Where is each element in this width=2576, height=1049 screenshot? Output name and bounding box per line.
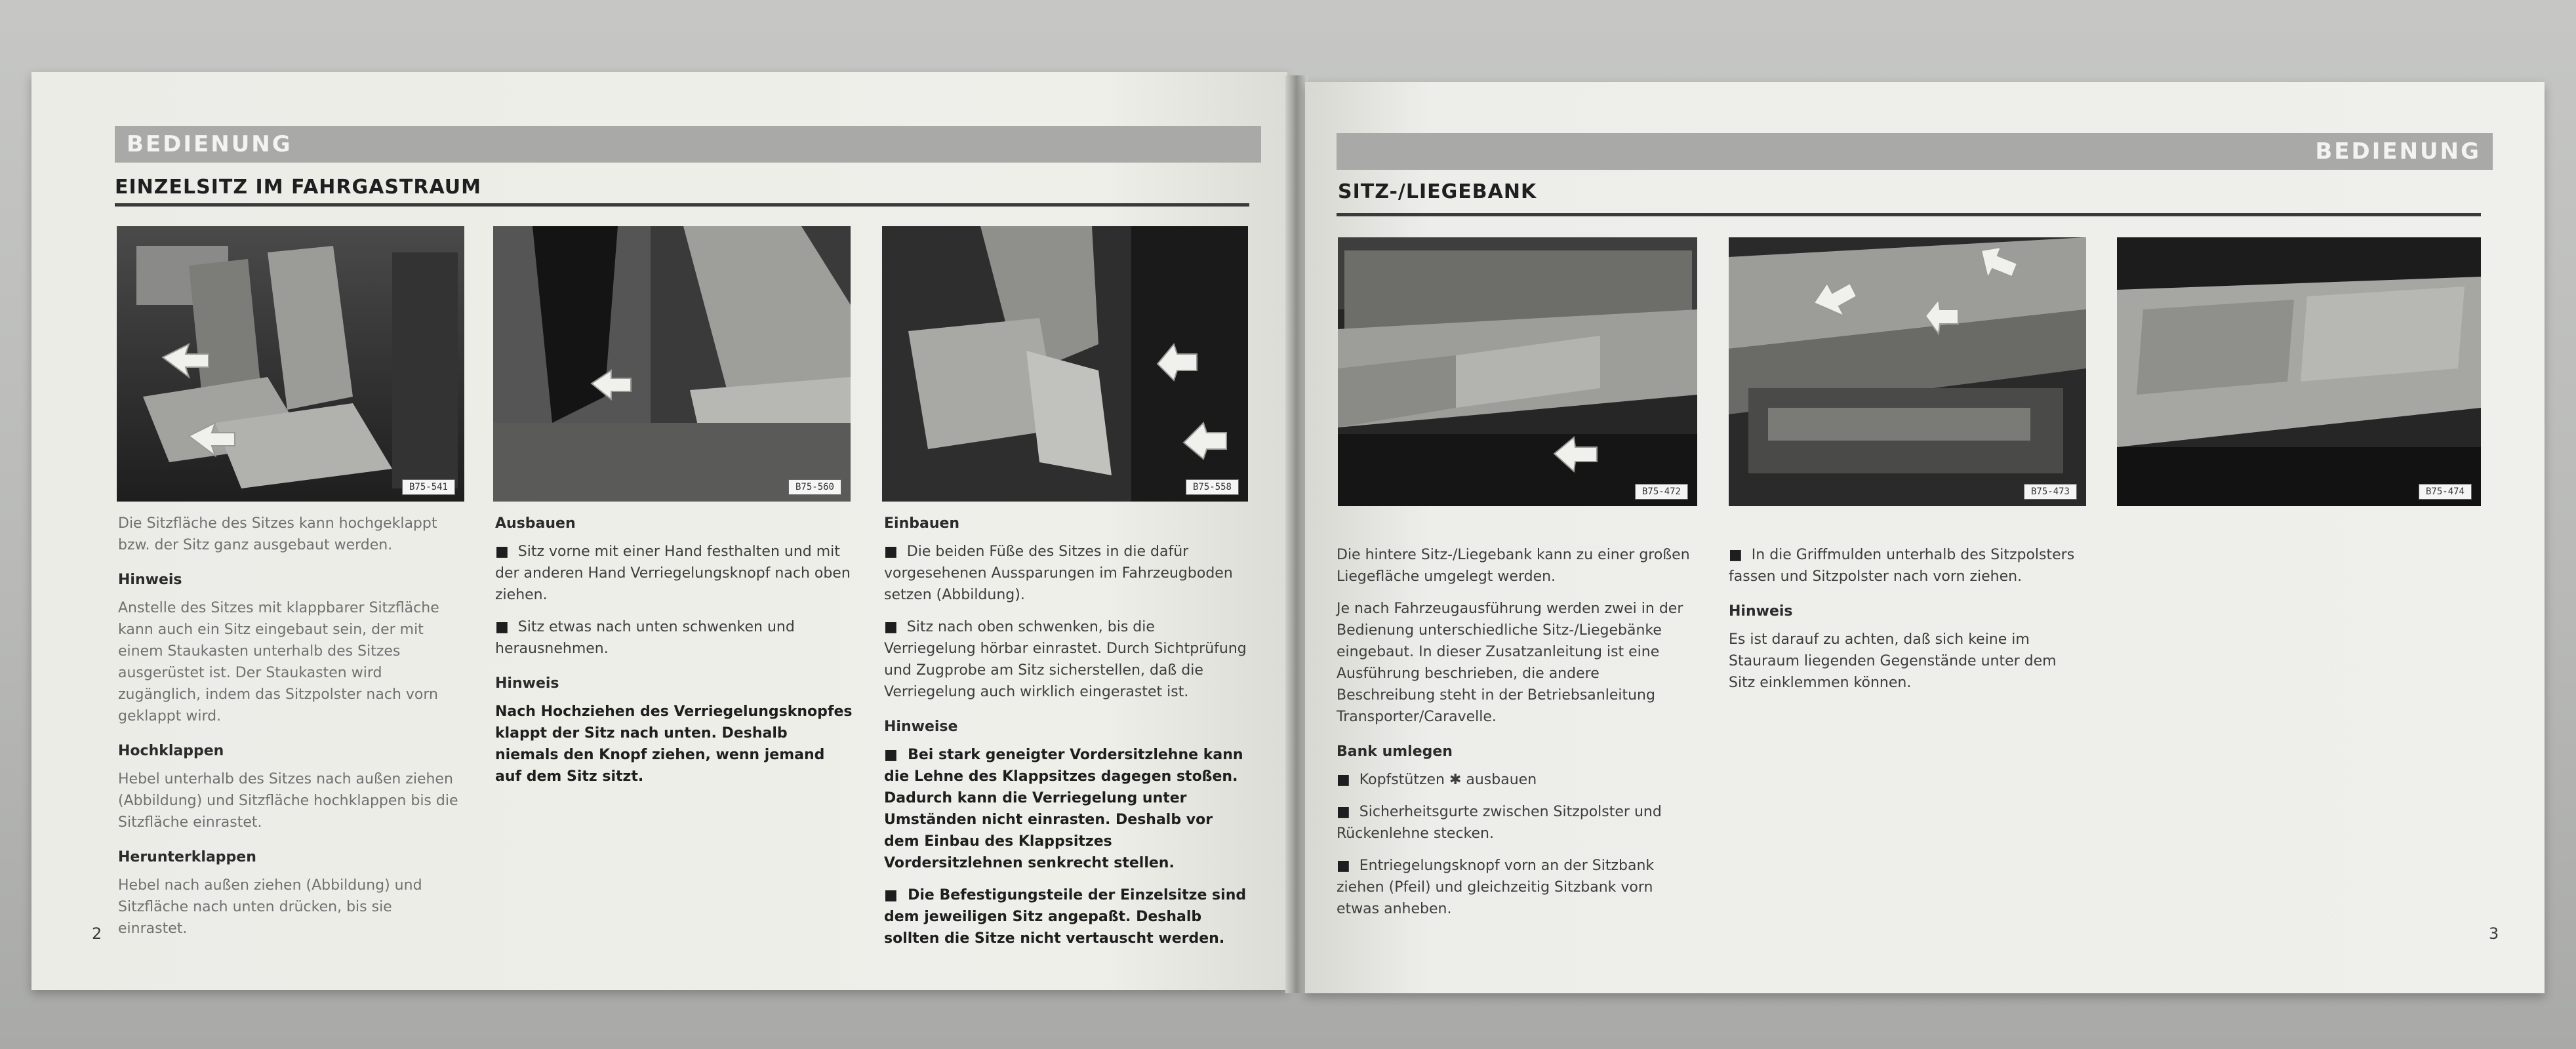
right-col-2 (1729, 544, 2086, 704)
left-col-3 (884, 513, 1248, 960)
photo-seat-removal-image (493, 226, 851, 502)
left-col-1 (118, 513, 466, 950)
photo-bench-bed (2117, 237, 2481, 506)
right-col1-bank-title: Bank umlegen (1337, 743, 1453, 760)
photo-code-2: B75-560 (788, 479, 841, 495)
right-col-1 (1337, 544, 1697, 930)
left-col3-hinweis-2: ■ Die Befestigungsteile der Einzelsitze sind dem jeweiligen Sitz angepaßt. Deshalb sollten die Sitze nicht vertauscht werden. (884, 884, 1248, 949)
left-col2-bullet-2: ■ Sitz etwas nach unten schwenken und herausnehmen. (495, 616, 853, 660)
left-col1-hinweis: Anstelle des Sitzes mit klappbarer Sitzfläche kann auch ein Sitz eingebaut sein, der mit einem Staukasten unterhalb des Sitzes ausgerüstet ist. Der Staukasten wird zugänglich, indem das Sitzpolster nach vorn geklappt wird. (118, 600, 439, 724)
right-col2-hinweis-title: Hinweis (1729, 603, 1793, 620)
photo-seat-lever-image (117, 226, 464, 502)
left-col1-hoch: Hebel unterhalb des Sitzes nach außen ziehen (Abbildung) und Sitzfläche hochklappen bis die Sitzfläche einrastet. (118, 771, 458, 831)
left-col-2 (495, 513, 853, 798)
photo-bench-folding (1729, 237, 2086, 506)
left-col3-hinweis-1: ■ Bei stark geneigter Vordersitzlehne kann die Lehne des Klappsitzes dagegen stoßen. Dadurch kann die Verriegelung unter Umständen nicht einrasten. Deshalb vor dem Einbau des Klappsitzes Vordersitzlehnen senkrecht stellen. (884, 744, 1248, 874)
left-col1-runter: Hebel nach außen ziehen (Abbildung) und Sitzfläche nach unten drücken, bis sie einrastet. (118, 877, 422, 937)
book-gutter (1285, 75, 1308, 993)
photo-code-1: B75-541 (402, 479, 455, 495)
right-band (1337, 133, 2493, 170)
photo-bench-bed-image (2117, 237, 2481, 506)
right-title-rule (1337, 213, 2481, 216)
photo-seat-install (882, 226, 1248, 502)
left-col1-intro: Die Sitzfläche des Sitzes kann hochgeklappt bzw. der Sitz ganz ausgebaut werden. (118, 515, 437, 553)
right-col1-intro: Die hintere Sitz-/Liegebank kann zu einer großen Liegefläche umgelegt werden. (1337, 547, 1690, 585)
left-col2-hinweis: Nach Hochziehen des Verriegelungsknopfes klappt der Sitz nach unten. Deshalb niemals den Knopf ziehen, wenn jemand auf dem Sitz sitzt. (495, 703, 853, 785)
left-col2-bullet-1: ■ Sitz vorne mit einer Hand festhalten und mit der anderen Hand Verriegelungsknopf nach oben ziehen. (495, 541, 853, 606)
photo-bench-front (1338, 237, 1697, 506)
right-col1-bullet-3: ■ Entriegelungsknopf vorn an der Sitzbank ziehen (Pfeil) und gleichzeitig Sitzbank vorn etwas anheben. (1337, 855, 1697, 920)
left-band-label: BEDIENUNG (127, 131, 292, 157)
left-col1-runter-title: Herunterklappen (118, 849, 256, 865)
left-col2-hinweis-title: Hinweis (495, 675, 559, 692)
left-col2-title: Ausbauen (495, 515, 576, 532)
photo-bench-folding-image (1729, 237, 2086, 506)
photo-seat-lever (117, 226, 464, 502)
left-page-number: 2 (92, 924, 102, 943)
right-col2-bullet-1: ■ In die Griffmulden unterhalb des Sitzpolsters fassen und Sitzpolster nach vorn ziehen. (1729, 544, 2086, 587)
left-band (115, 126, 1261, 163)
photo-code-5: B75-473 (2024, 484, 2077, 500)
right-col1-bullet-1: ■ Kopfstützen ✱ ausbauen (1337, 769, 1697, 791)
right-col1-p2: Je nach Fahrzeugausführung werden zwei in der Bedienung unterschiedliche Sitz-/Liegebänke eingebaut. In dieser Zusatzanleitung ist eine Ausführung beschrieben, die andere Beschreibung steht in der Betriebsanleitung Transporter/Caravelle. (1337, 601, 1683, 725)
right-col2-hinweis: Es ist darauf zu achten, daß sich keine im Stauraum liegenden Gegenstände unter dem Sitz einklemmen können. (1729, 631, 2057, 691)
right-section-title: SITZ-/LIEGEBANK (1338, 180, 1537, 203)
photo-seat-install-image (882, 226, 1248, 502)
photo-code-6: B75-474 (2419, 484, 2472, 500)
photo-bench-front-image (1338, 237, 1697, 506)
right-page-number: 3 (2489, 924, 2499, 943)
left-col3-hinweis-title: Hinweise (884, 719, 958, 735)
left-col3-title: Einbauen (884, 515, 960, 532)
photo-code-4: B75-472 (1635, 484, 1688, 500)
left-title-rule (115, 203, 1249, 207)
left-col1-hoch-title: Hochklappen (118, 743, 224, 759)
left-col3-bullet-1: ■ Die beiden Füße des Sitzes in die dafür vorgesehenen Aussparungen im Fahrzeugboden setzen (Abbildung). (884, 541, 1248, 606)
left-col1-hinweis-title: Hinweis (118, 572, 182, 588)
right-col1-bullet-2: ■ Sicherheitsgurte zwischen Sitzpolster und Rückenlehne stecken. (1337, 801, 1697, 844)
right-band-label: BEDIENUNG (2315, 138, 2481, 165)
left-section-title: EINZELSITZ IM FAHRGASTRAUM (115, 176, 482, 199)
photo-code-3: B75-558 (1186, 479, 1239, 495)
left-col3-bullet-2: ■ Sitz nach oben schwenken, bis die Verriegelung hörbar einrastet. Durch Sichtprüfung und Zugprobe am Sitz sicherstellen, daß die Verriegelung auch wirklich eingerastet ist. (884, 616, 1248, 703)
photo-seat-removal (493, 226, 851, 502)
